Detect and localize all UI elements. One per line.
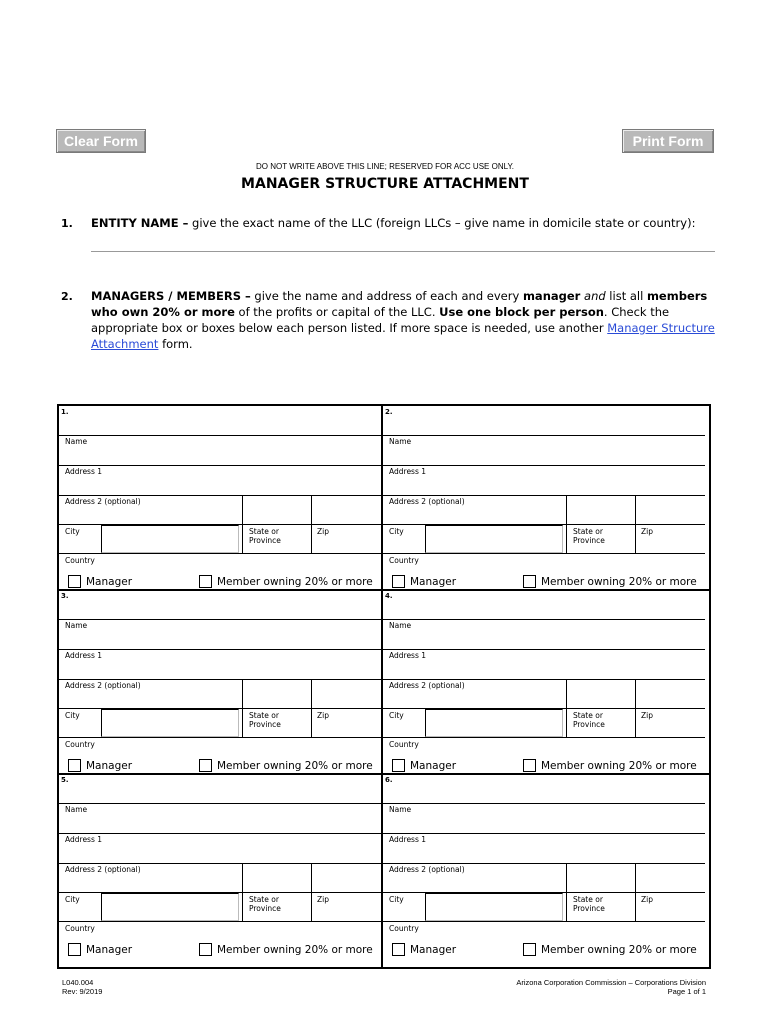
row-line (59, 833, 381, 834)
block-number: 5. (61, 776, 69, 784)
row-line (59, 495, 381, 496)
member-checkbox[interactable] (199, 943, 212, 956)
member-checkbox[interactable] (523, 575, 536, 588)
name-label: Name (65, 805, 88, 814)
address1-label: Address 1 (65, 651, 103, 660)
entity-name-field[interactable] (91, 251, 715, 252)
country-label: Country (65, 924, 95, 933)
person-block-6 (383, 774, 705, 958)
s2-text-part: of the profits or capital of the LLC. (234, 305, 440, 319)
row-line (59, 553, 381, 554)
row-line (383, 833, 705, 834)
state-label-line1: State or (249, 711, 279, 720)
state-label-line2: Province (573, 536, 605, 545)
state-label-line2: Province (249, 536, 281, 545)
country-label: Country (389, 924, 419, 933)
member-checkbox-label: Member owning 20% or more (541, 944, 697, 956)
manager-checkbox[interactable] (68, 575, 81, 588)
row-line (59, 435, 381, 436)
person-block-2 (383, 406, 705, 590)
address2-label: Address 2 (optional) (389, 865, 465, 874)
member-checkbox-label: Member owning 20% or more (541, 760, 697, 772)
manager-checkbox[interactable] (392, 575, 405, 588)
section-2-text (91, 288, 716, 352)
country-label: Country (65, 740, 95, 749)
person-block-5 (59, 774, 381, 958)
manager-structure-attachment-link[interactable]: Manager Structure Attachment (91, 321, 715, 351)
address1-label: Address 1 (389, 651, 427, 660)
member-checkbox-label: Member owning 20% or more (217, 944, 373, 956)
row-line (383, 679, 705, 680)
row-line (59, 649, 381, 650)
state-label-line1: State or (249, 895, 279, 904)
person-block-1 (59, 406, 381, 590)
city-input[interactable] (425, 893, 563, 921)
revision-date: Rev: 9/2019 (62, 987, 103, 996)
form-number: L040.004 (62, 978, 94, 987)
block-number: 1. (61, 408, 69, 416)
state-label-line2: Province (573, 904, 605, 913)
address1-label: Address 1 (65, 835, 103, 844)
row-line (383, 435, 705, 436)
manager-checkbox-label: Manager (86, 760, 133, 772)
city-input[interactable] (101, 709, 239, 737)
row-line (383, 465, 705, 466)
row-line (383, 921, 705, 922)
s2-text-part: . Check the appropriate box or boxes below each person listed. If more space is needed, use another (91, 305, 670, 335)
state-label-line1: State or (573, 711, 603, 720)
city-label: City (65, 895, 80, 904)
row-line (59, 921, 381, 922)
address1-label: Address 1 (389, 835, 427, 844)
person-block-3 (59, 590, 381, 774)
member-checkbox-label: Member owning 20% or more (541, 576, 697, 588)
manager-checkbox[interactable] (68, 759, 81, 772)
state-label-line2: Province (249, 720, 281, 729)
member-checkbox[interactable] (523, 943, 536, 956)
s2-text-part: give the name and address of each and every (250, 289, 523, 303)
city-input[interactable] (425, 525, 563, 553)
manager-checkbox-label: Manager (410, 760, 457, 772)
block-number: 2. (385, 408, 393, 416)
name-label: Name (65, 437, 88, 446)
section-1-instructions: give the exact name of the LLC (foreign LLCs – give name in domicile state or country): (188, 216, 696, 230)
state-label (573, 711, 605, 729)
member-checkbox-label: Member owning 20% or more (217, 760, 373, 772)
country-label: Country (65, 556, 95, 565)
state-label-line2: Province (249, 904, 281, 913)
state-label-line1: State or (573, 527, 603, 536)
name-label: Name (389, 621, 412, 630)
block-number: 4. (385, 592, 393, 600)
section-2-heading: MANAGERS / MEMBERS – (91, 289, 251, 303)
row-line (59, 863, 381, 864)
city-label: City (389, 527, 404, 536)
row-line (59, 619, 381, 620)
section-1-number: 1. (61, 217, 73, 230)
s2-bold-members: members who own 20% or more (91, 289, 708, 319)
manager-checkbox[interactable] (68, 943, 81, 956)
page-number: Page 1 of 1 (667, 987, 706, 996)
block-number: 6. (385, 776, 393, 784)
zip-label: Zip (317, 527, 329, 536)
row-line (59, 737, 381, 738)
address2-label: Address 2 (optional) (389, 497, 465, 506)
row-line (383, 649, 705, 650)
state-label (573, 895, 605, 913)
state-label-line1: State or (573, 895, 603, 904)
address1-label: Address 1 (65, 467, 103, 476)
member-checkbox[interactable] (523, 759, 536, 772)
person-blocks-grid (57, 404, 711, 969)
address2-label: Address 2 (optional) (65, 497, 141, 506)
manager-checkbox-label: Manager (86, 576, 133, 588)
row-line (383, 553, 705, 554)
row-line (59, 679, 381, 680)
name-label: Name (389, 437, 412, 446)
manager-checkbox[interactable] (392, 943, 405, 956)
s2-text-part: form. (158, 337, 193, 351)
zip-label: Zip (641, 895, 653, 904)
address2-label: Address 2 (optional) (389, 681, 465, 690)
row-line (383, 619, 705, 620)
reserved-note: DO NOT WRITE ABOVE THIS LINE; RESERVED FOR ACC USE ONLY. (256, 162, 514, 171)
section-1-text (91, 215, 721, 231)
state-label-line2: Province (573, 720, 605, 729)
row-line (59, 465, 381, 466)
city-input[interactable] (101, 525, 239, 553)
city-input[interactable] (425, 709, 563, 737)
zip-label: Zip (641, 527, 653, 536)
s2-bold-manager: manager (522, 289, 581, 303)
manager-checkbox-label: Manager (410, 576, 457, 588)
page-title: MANAGER STRUCTURE ATTACHMENT (241, 176, 529, 192)
manager-checkbox-label: Manager (410, 944, 457, 956)
print-form-button[interactable]: Print Form (622, 129, 714, 153)
manager-checkbox-label: Manager (86, 944, 133, 956)
zip-label: Zip (641, 711, 653, 720)
member-checkbox-label: Member owning 20% or more (217, 576, 373, 588)
member-checkbox[interactable] (199, 575, 212, 588)
s2-bold-one-block: Use one block per person (439, 305, 604, 319)
row-line (383, 863, 705, 864)
section-1-heading: ENTITY NAME – (91, 216, 189, 230)
zip-label: Zip (317, 895, 329, 904)
country-label: Country (389, 740, 419, 749)
zip-label: Zip (317, 711, 329, 720)
s2-italic-and: and (584, 289, 606, 303)
country-label: Country (389, 556, 419, 565)
state-label (249, 895, 281, 913)
s2-text-part: list all (605, 289, 647, 303)
city-input[interactable] (101, 893, 239, 921)
person-block-4 (383, 590, 705, 774)
address1-label: Address 1 (389, 467, 427, 476)
section-2-number: 2. (61, 290, 73, 303)
row-line (59, 803, 381, 804)
name-label: Name (389, 805, 412, 814)
state-label (249, 527, 281, 545)
address2-label: Address 2 (optional) (65, 865, 141, 874)
name-label: Name (65, 621, 88, 630)
state-label (573, 527, 605, 545)
state-label (249, 711, 281, 729)
state-label-line1: State or (249, 527, 279, 536)
city-label: City (389, 711, 404, 720)
manager-checkbox[interactable] (392, 759, 405, 772)
city-label: City (389, 895, 404, 904)
row-line (383, 495, 705, 496)
city-label: City (65, 527, 80, 536)
row-line (383, 737, 705, 738)
block-number: 3. (61, 592, 69, 600)
address2-label: Address 2 (optional) (65, 681, 141, 690)
city-label: City (65, 711, 80, 720)
row-line (383, 803, 705, 804)
clear-form-button[interactable]: Clear Form (56, 129, 146, 153)
agency-name: Arizona Corporation Commission – Corporations Division (516, 978, 706, 987)
member-checkbox[interactable] (199, 759, 212, 772)
